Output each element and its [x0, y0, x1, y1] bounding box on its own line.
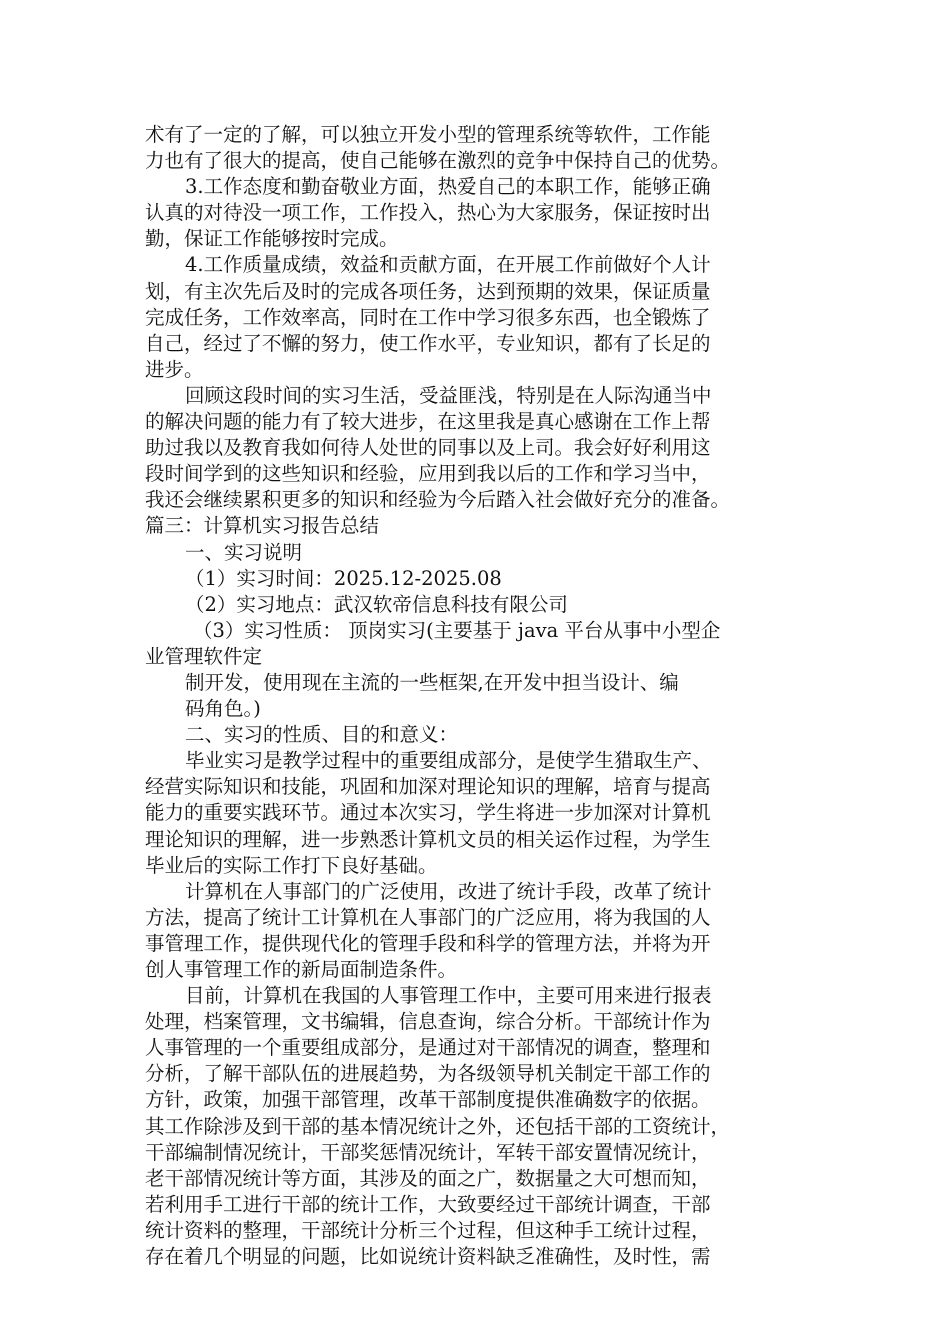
text-line: 进步。: [145, 357, 204, 381]
internship-time: （1）实习时间：2025.12-2025.08: [185, 566, 502, 590]
text-line: 段时间学到的这些知识和经验，应用到我以后的工作和学习当中，: [145, 462, 711, 486]
text-line: 码角色。): [185, 697, 261, 721]
paragraph-start-current: 目前，计算机在我国的人事管理工作中，主要可用来进行报表: [185, 984, 712, 1008]
text-line: 完成任务，工作效率高，同时在工作中学习很多东西，也全锻炼了: [145, 305, 711, 329]
text-line: 统计资料的整理，干部统计分析三个过程，但这种手工统计过程，: [145, 1218, 711, 1242]
text-line: 助过我以及教育我如何待人处世的同事以及上司。我会好好利用这: [145, 436, 711, 460]
text-line: 能力的重要实践环节。通过本次实习，学生将进一步加深对计算机: [145, 801, 711, 825]
paragraph-start-review: 回顾这段时间的实习生活，受益匪浅，特别是在人际沟通当中: [185, 383, 712, 407]
paragraph-start-computer-usage: 计算机在人事部门的广泛使用，改进了统计手段，改革了统计: [185, 879, 712, 903]
section-heading: 篇三：计算机实习报告总结: [145, 514, 380, 538]
paragraph-start-graduation: 毕业实习是教学过程中的重要组成部分，是使学生猎取生产、: [185, 749, 712, 773]
text-line: 方针，政策，加强干部管理，改革干部制度提供准确数字的依据。: [145, 1088, 711, 1112]
paragraph-start-3: 3.工作态度和勤奋敬业方面，热爱自己的本职工作，能够正确: [185, 175, 711, 199]
paragraph-start-4: 4.工作质量成绩，效益和贡献方面，在开展工作前做好个人计: [185, 253, 711, 277]
text-line: 制开发，使用现在主流的一些框架,在开发中担当设计、编: [185, 670, 679, 694]
text-line: 理论知识的理解，进一步熟悉计算机文员的相关运作过程，为学生: [145, 827, 711, 851]
text-line: 自己，经过了不懈的努力，使工作水平，专业知识，都有了长足的: [145, 331, 711, 355]
text-line: 创人事管理工作的新局面制造条件。: [145, 958, 458, 981]
text-line: 勤，保证工作能够按时完成。: [145, 227, 399, 251]
text-line: 事管理工作，提供现代化的管理手段和科学的管理方法，并将为开: [145, 931, 711, 955]
text-line: 的解决问题的能力有了较大进步，在这里我是真心感谢在工作上帮: [145, 410, 711, 434]
text-line: 处理，档案管理，文书编辑，信息查询，综合分析。干部统计作为: [145, 1010, 711, 1034]
text-line: 存在着几个明显的问题，比如说统计资料缺乏准确性，及时性，需: [145, 1245, 711, 1269]
text-line: 其工作除涉及到干部的基本情况统计之外，还包括干部的工资统计，: [145, 1114, 731, 1138]
text-line: 认真的对待没一项工作，工作投入，热心为大家服务，保证按时出: [145, 201, 711, 225]
text-line: 业管理软件定: [145, 644, 263, 668]
text-line: 我还会继续累积更多的知识和经验为今后踏入社会做好充分的准备。: [145, 488, 731, 512]
text-line: 术有了一定的了解，可以独立开发小型的管理系统等软件，工作能: [145, 123, 711, 146]
text-line: 毕业后的实际工作打下良好基础。: [145, 853, 438, 877]
text-line: 力也有了很大的提高，使自己能够在激烈的竞争中保持自己的优势。: [145, 149, 731, 173]
text-line: 若利用手工进行干部的统计工作，大致要经过干部统计调查，干部: [145, 1192, 711, 1216]
subheading-nature-purpose: 二、实习的性质、目的和意义：: [185, 723, 459, 747]
text-line: 干部编制情况统计，干部奖惩情况统计，军转干部安置情况统计，: [145, 1140, 711, 1164]
text-line: 人事管理的一个重要组成部分，是通过对干部情况的调查，整理和: [145, 1036, 711, 1060]
text-line: 分析，了解干部队伍的进展趋势，为各级领导机关制定干部工作的: [145, 1062, 711, 1086]
subheading-internship-description: 一、实习说明: [185, 540, 303, 564]
internship-nature: （3）实习性质： 顶岗实习(主要基于 java 平台从事中小型企: [193, 618, 721, 642]
text-line: 方法，提高了统计工计算机在人事部门的广泛应用，将为我国的人: [145, 905, 711, 929]
text-line: 经营实际知识和技能，巩固和加深对理论知识的理解，培育与提高: [145, 775, 711, 799]
document-page: [145, 122, 825, 1270]
text-line: 老干部情况统计等方面，其涉及的面之广，数据量之大可想而知，: [145, 1166, 711, 1190]
text-line: 划，有主次先后及时的完成各项任务，达到预期的效果，保证质量: [145, 279, 711, 303]
internship-location: （2）实习地点：武汉软帝信息科技有限公司: [185, 592, 568, 616]
